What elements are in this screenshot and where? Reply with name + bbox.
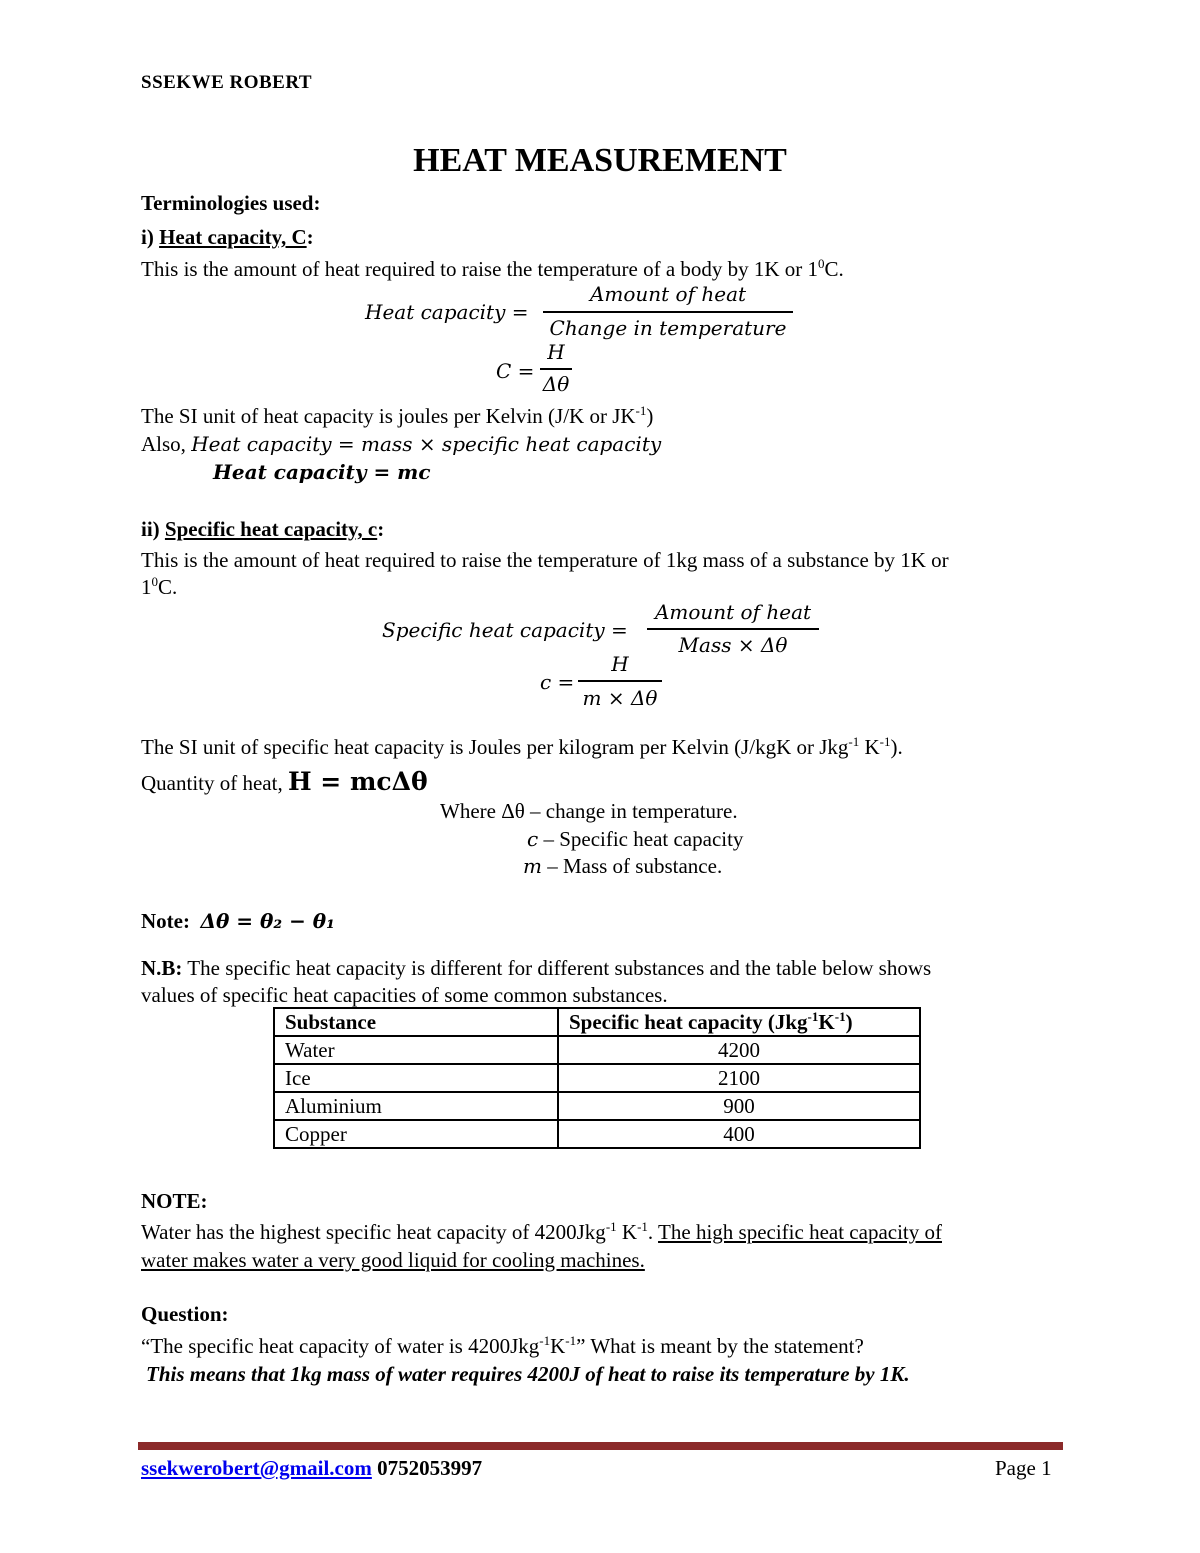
section2-def-end: C. — [158, 575, 178, 599]
table-header-row — [274, 1008, 920, 1036]
where-symbol-c: c — [527, 827, 539, 851]
table-row — [274, 1120, 920, 1148]
section1-also-formula: Heat capacity = mass × specific heat capacity — [191, 432, 662, 456]
note2-sup1: -1 — [605, 1219, 617, 1234]
section1-def-text: This is the amount of heat required to raise the temperature of a body by 1K or 1 — [141, 257, 819, 281]
answer-text: This means that 1kg mass of water requires 4200J of heat to raise its temperature by 1K. — [146, 1362, 910, 1386]
section1-formula2-numerator: H — [547, 340, 565, 364]
author-header: SSEKWE ROBERT — [141, 72, 313, 93]
section2-number: ii) — [141, 517, 165, 541]
note2-sup2: -1 — [637, 1219, 648, 1234]
note2-label: NOTE: — [141, 1189, 208, 1213]
note2-underlined-1: The high specific heat capacity of — [658, 1220, 942, 1244]
section2-colon: : — [377, 517, 385, 541]
section1-formula1-fraction-bar — [543, 311, 793, 313]
question-label: Question: — [141, 1302, 229, 1326]
section1-def-end: C. — [824, 257, 844, 281]
section2-title: Specific heat capacity, c — [164, 517, 378, 541]
nb-label: N.B: — [141, 956, 183, 980]
table-header-shc-sup1: -1 — [807, 1009, 819, 1024]
section2-heading — [141, 517, 384, 541]
question-sup1: -1 — [539, 1333, 551, 1348]
question-text-b: ” What is meant by the statement? — [576, 1334, 864, 1358]
section2-si-sup2: -1 — [879, 734, 891, 749]
section1-number: i) — [141, 225, 160, 249]
where-text-m: – Mass of substance. — [541, 854, 723, 878]
table-header-shc — [558, 1008, 920, 1036]
section1-definition — [141, 257, 844, 281]
quantity-of-heat-label: Quantity of heat, — [141, 771, 288, 795]
table-cell-value: 900 — [558, 1092, 920, 1120]
section1-bold-formula: Heat capacity = mc — [213, 460, 431, 484]
section1-si-sup: -1 — [635, 403, 647, 418]
section2-formula1-lhs: Specific heat capacity = — [382, 618, 628, 642]
note2-text-b: . — [647, 1220, 659, 1244]
question-text — [141, 1334, 864, 1358]
table-cell-substance: Copper — [274, 1120, 558, 1148]
section1-also-label: Also, — [141, 432, 192, 456]
question-sup2: -1 — [565, 1333, 577, 1348]
section1-formula2-lhs: C = — [496, 359, 535, 383]
table-header-shc-end: ) — [845, 1010, 853, 1034]
section2-formula1-denominator: Mass × Δθ — [678, 633, 788, 657]
nb-line2: values of specific heat capacities of some common substances. — [141, 983, 668, 1007]
section1-formula1-lhs: Heat capacity = — [365, 300, 529, 324]
table-cell-substance: Ice — [274, 1064, 558, 1092]
table-cell-substance: Water — [274, 1036, 558, 1064]
section2-si-end: ). — [890, 735, 903, 759]
table-header-shc-text: Specific heat capacity (Jkg — [569, 1010, 808, 1034]
section2-formula1-fraction-bar — [647, 628, 819, 630]
table-cell-value: 2100 — [558, 1064, 920, 1092]
section2-formula2-denominator: m × Δθ — [582, 686, 658, 710]
quantity-of-heat-line — [141, 767, 428, 796]
section1-also-line — [141, 432, 661, 456]
table-cell-value: 4200 — [558, 1036, 920, 1064]
section1-si-text: The SI unit of heat capacity is joules per Kelvin (J/K or JK — [141, 404, 636, 428]
note2-text-a: Water has the highest specific heat capacity of 4200Jkg — [141, 1220, 606, 1244]
section2-definition-line1: This is the amount of heat required to raise the temperature of 1kg mass of a substance by 1K or — [141, 548, 949, 572]
note-label: Note: — [141, 909, 190, 933]
note2-mid: K — [616, 1220, 638, 1244]
section2-def-num: 1 — [141, 575, 152, 599]
section2-formula2-numerator: H — [611, 652, 629, 676]
section1-title: Heat capacity, C — [159, 225, 307, 249]
terminologies-heading: Terminologies used: — [141, 191, 321, 215]
section1-formula1-denominator: Change in temperature — [549, 316, 787, 340]
where-text-c: – Specific heat capacity — [538, 827, 744, 851]
where-line-3 — [523, 854, 722, 878]
section1-def-sup: 0 — [818, 256, 825, 271]
table-cell-value: 400 — [558, 1120, 920, 1148]
nb-line1 — [141, 956, 931, 980]
footer-phone: 0752053997 — [371, 1456, 483, 1480]
question-mid: K — [550, 1334, 566, 1358]
question-text-a: “The specific heat capacity of water is 4200Jkg — [141, 1334, 540, 1358]
where-line-1: Where Δθ – change in temperature. — [440, 799, 738, 823]
table-header-shc-sup2: -1 — [834, 1009, 846, 1024]
table-header-substance: Substance — [274, 1008, 558, 1036]
section2-formula2-lhs: c = — [540, 670, 575, 694]
section2-si-text: The SI unit of specific heat capacity is Joules per kilogram per Kelvin (J/kgK or Jkg — [141, 735, 849, 759]
nb-text-1: The specific heat capacity is different for different substances and the table below shows — [182, 956, 932, 980]
section1-formula1-numerator: Amount of heat — [589, 282, 747, 306]
quantity-of-heat-formula: H = mcΔθ — [287, 767, 428, 796]
footer-contact — [141, 1456, 482, 1480]
page-title: HEAT MEASUREMENT — [413, 142, 787, 179]
section1-formula2-denominator: Δθ — [542, 372, 570, 396]
section2-def-sup: 0 — [151, 574, 158, 589]
table-row — [274, 1064, 920, 1092]
note-formula: Δθ = θ₂ − θ₁ — [200, 909, 335, 933]
section2-formula1-numerator: Amount of heat — [654, 600, 812, 624]
table-row — [274, 1092, 920, 1120]
section2-si-sup1: -1 — [848, 734, 860, 749]
section2-si-mid: K — [859, 735, 880, 759]
table-cell-substance: Aluminium — [274, 1092, 558, 1120]
table-header-shc-mid: K — [818, 1010, 835, 1034]
footer-email-link[interactable]: ssekwerobert@gmail.com — [141, 1456, 372, 1480]
note2-line1 — [141, 1220, 942, 1244]
note2-line2: water makes water a very good liquid for cooling machines. — [141, 1248, 645, 1272]
note-delta-line — [141, 909, 335, 933]
section1-colon: : — [306, 225, 314, 249]
section2-definition-line2 — [141, 575, 177, 599]
section2-formula2-fraction-bar — [578, 680, 662, 682]
footer-bar — [138, 1442, 1063, 1450]
where-symbol-m: m — [523, 854, 542, 878]
specific-heat-table — [273, 1007, 921, 1149]
section2-si-unit — [141, 735, 903, 759]
section1-si-end: ) — [646, 404, 654, 428]
section1-si-unit — [141, 404, 653, 428]
section1-heading — [141, 225, 314, 249]
where-line-2 — [527, 827, 743, 851]
footer-page-number: Page 1 — [995, 1456, 1052, 1480]
section1-formula2-fraction-bar — [540, 368, 572, 370]
table-row — [274, 1036, 920, 1064]
